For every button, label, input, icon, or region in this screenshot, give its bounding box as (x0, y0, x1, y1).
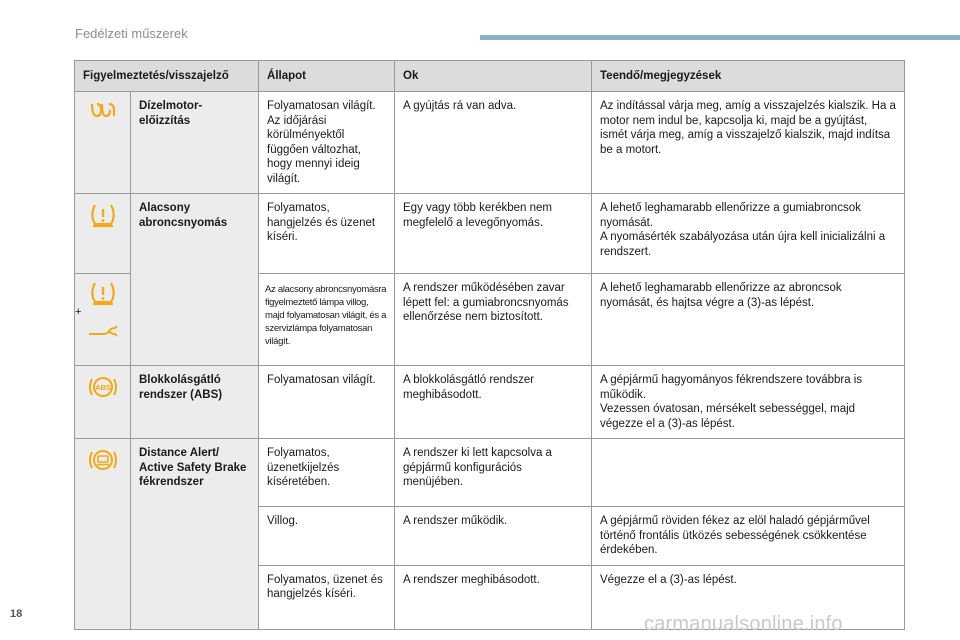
cause-text: Egy vagy több kerékben nem megfelelő a levegőnyomás. (395, 194, 592, 274)
tyre-pressure-icon (89, 280, 117, 306)
state-text: Folyamatos, hangjelzés és üzenet kíséri. (259, 194, 395, 274)
table-row (75, 92, 905, 194)
action-line: A lehető leghamarabb ellenőrizze a gumiabroncsok nyomását. (600, 202, 861, 229)
column-header-state: Állapot (259, 61, 395, 92)
table-row (75, 366, 905, 439)
header-rule (480, 35, 960, 40)
state-text: Folyamatos, üzenetkijelzés kíséretében. (259, 439, 395, 507)
action-text: A lehető leghamarabb ellenőrizze az abroncsok nyomását, és hajtsa végre a (3)-as lépést. (592, 274, 905, 366)
warning-name: Alacsony abroncsnyomás (131, 194, 259, 366)
state-text: Az alacsony abroncsnyomásra figyelmeztető lámpa villog, majd folyamatosan világít, és a szervizlámpa folyamatosan világít. (259, 274, 395, 366)
warning-lights-table (74, 60, 905, 630)
cause-text: A rendszer működik. (395, 507, 592, 566)
state-text: Folyamatosan világít. Az időjárási körülményektől függően változhat, hogy mennyi ideig világít. (259, 92, 395, 194)
action-text: Az indítással várja meg, amíg a visszajelzés kialszik. Ha a motor nem indul be, kapcsolja ki, majd be a gyújtást, ismét várja meg, amíg a visszajelző kialszik, majd indítsa be a motort. (592, 92, 905, 194)
distance-alert-icon (87, 447, 119, 473)
state-text: Folyamatosan világít. (259, 366, 395, 439)
warning-name: Blokkolásgátló rendszer (ABS) (131, 366, 259, 439)
column-header-warning: Figyelmeztetés/visszajelző (75, 61, 259, 92)
page-number: 18 (10, 608, 23, 620)
service-wrench-icon (86, 318, 120, 338)
action-line: A gépjármű hagyományos fékrendszere továbbra is működik. (600, 374, 863, 401)
action-text (592, 439, 905, 507)
table-row (75, 194, 905, 274)
icon-cell (75, 92, 131, 194)
cause-text: A rendszer működésében zavar lépett fel: a gumiabroncsnyomás ellenőrzése nem biztosított. (395, 274, 592, 366)
svg-text:ABS: ABS (94, 383, 111, 392)
cause-text: A rendszer ki lett kapcsolva a gépjármű konfigurációs menüjében. (395, 439, 592, 507)
action-text: A gépjármű röviden fékez az elöl haladó gépjárművel történő frontális ütközés sebességének csökkentése érdekében. (592, 507, 905, 566)
action-text (592, 366, 905, 439)
icon-cell (75, 194, 131, 274)
cause-text: A blokkolásgátló rendszer meghibásodott. (395, 366, 592, 439)
state-text: Villog. (259, 507, 395, 566)
glow-plug-icon (89, 100, 117, 122)
action-text (592, 194, 905, 274)
icon-cell (75, 439, 131, 630)
table-header-row (75, 61, 905, 92)
abs-icon (87, 374, 119, 400)
icon-cell (75, 366, 131, 439)
column-header-action: Teendő/megjegyzések (592, 61, 905, 92)
column-header-cause: Ok (395, 61, 592, 92)
table-row (75, 439, 905, 507)
warning-name: Dízelmotor-előizzítás (131, 92, 259, 194)
action-text: Végezze el a (3)-as lépést. (592, 565, 905, 629)
icon-cell (75, 274, 131, 366)
cause-text: A rendszer meghibásodott. (395, 565, 592, 629)
tyre-pressure-icon (89, 202, 117, 228)
action-line: A nyomásérték szabályozása után újra kell inicializálni a rendszert. (600, 231, 886, 258)
watermark: carmanualsonline.info (644, 613, 843, 635)
page-section-title: Fedélzeti műszerek (75, 26, 188, 41)
state-text: Folyamatos, üzenet és hangjelzés kíséri. (259, 565, 395, 629)
cause-text: A gyújtás rá van adva. (395, 92, 592, 194)
warning-name: Distance Alert/ Active Safety Brake fékrendszer (131, 439, 259, 630)
action-line: Vezessen óvatosan, mérsékelt sebességgel, majd végezze el a (3)-as lépést. (600, 403, 856, 430)
plus-sign: + (75, 306, 82, 318)
